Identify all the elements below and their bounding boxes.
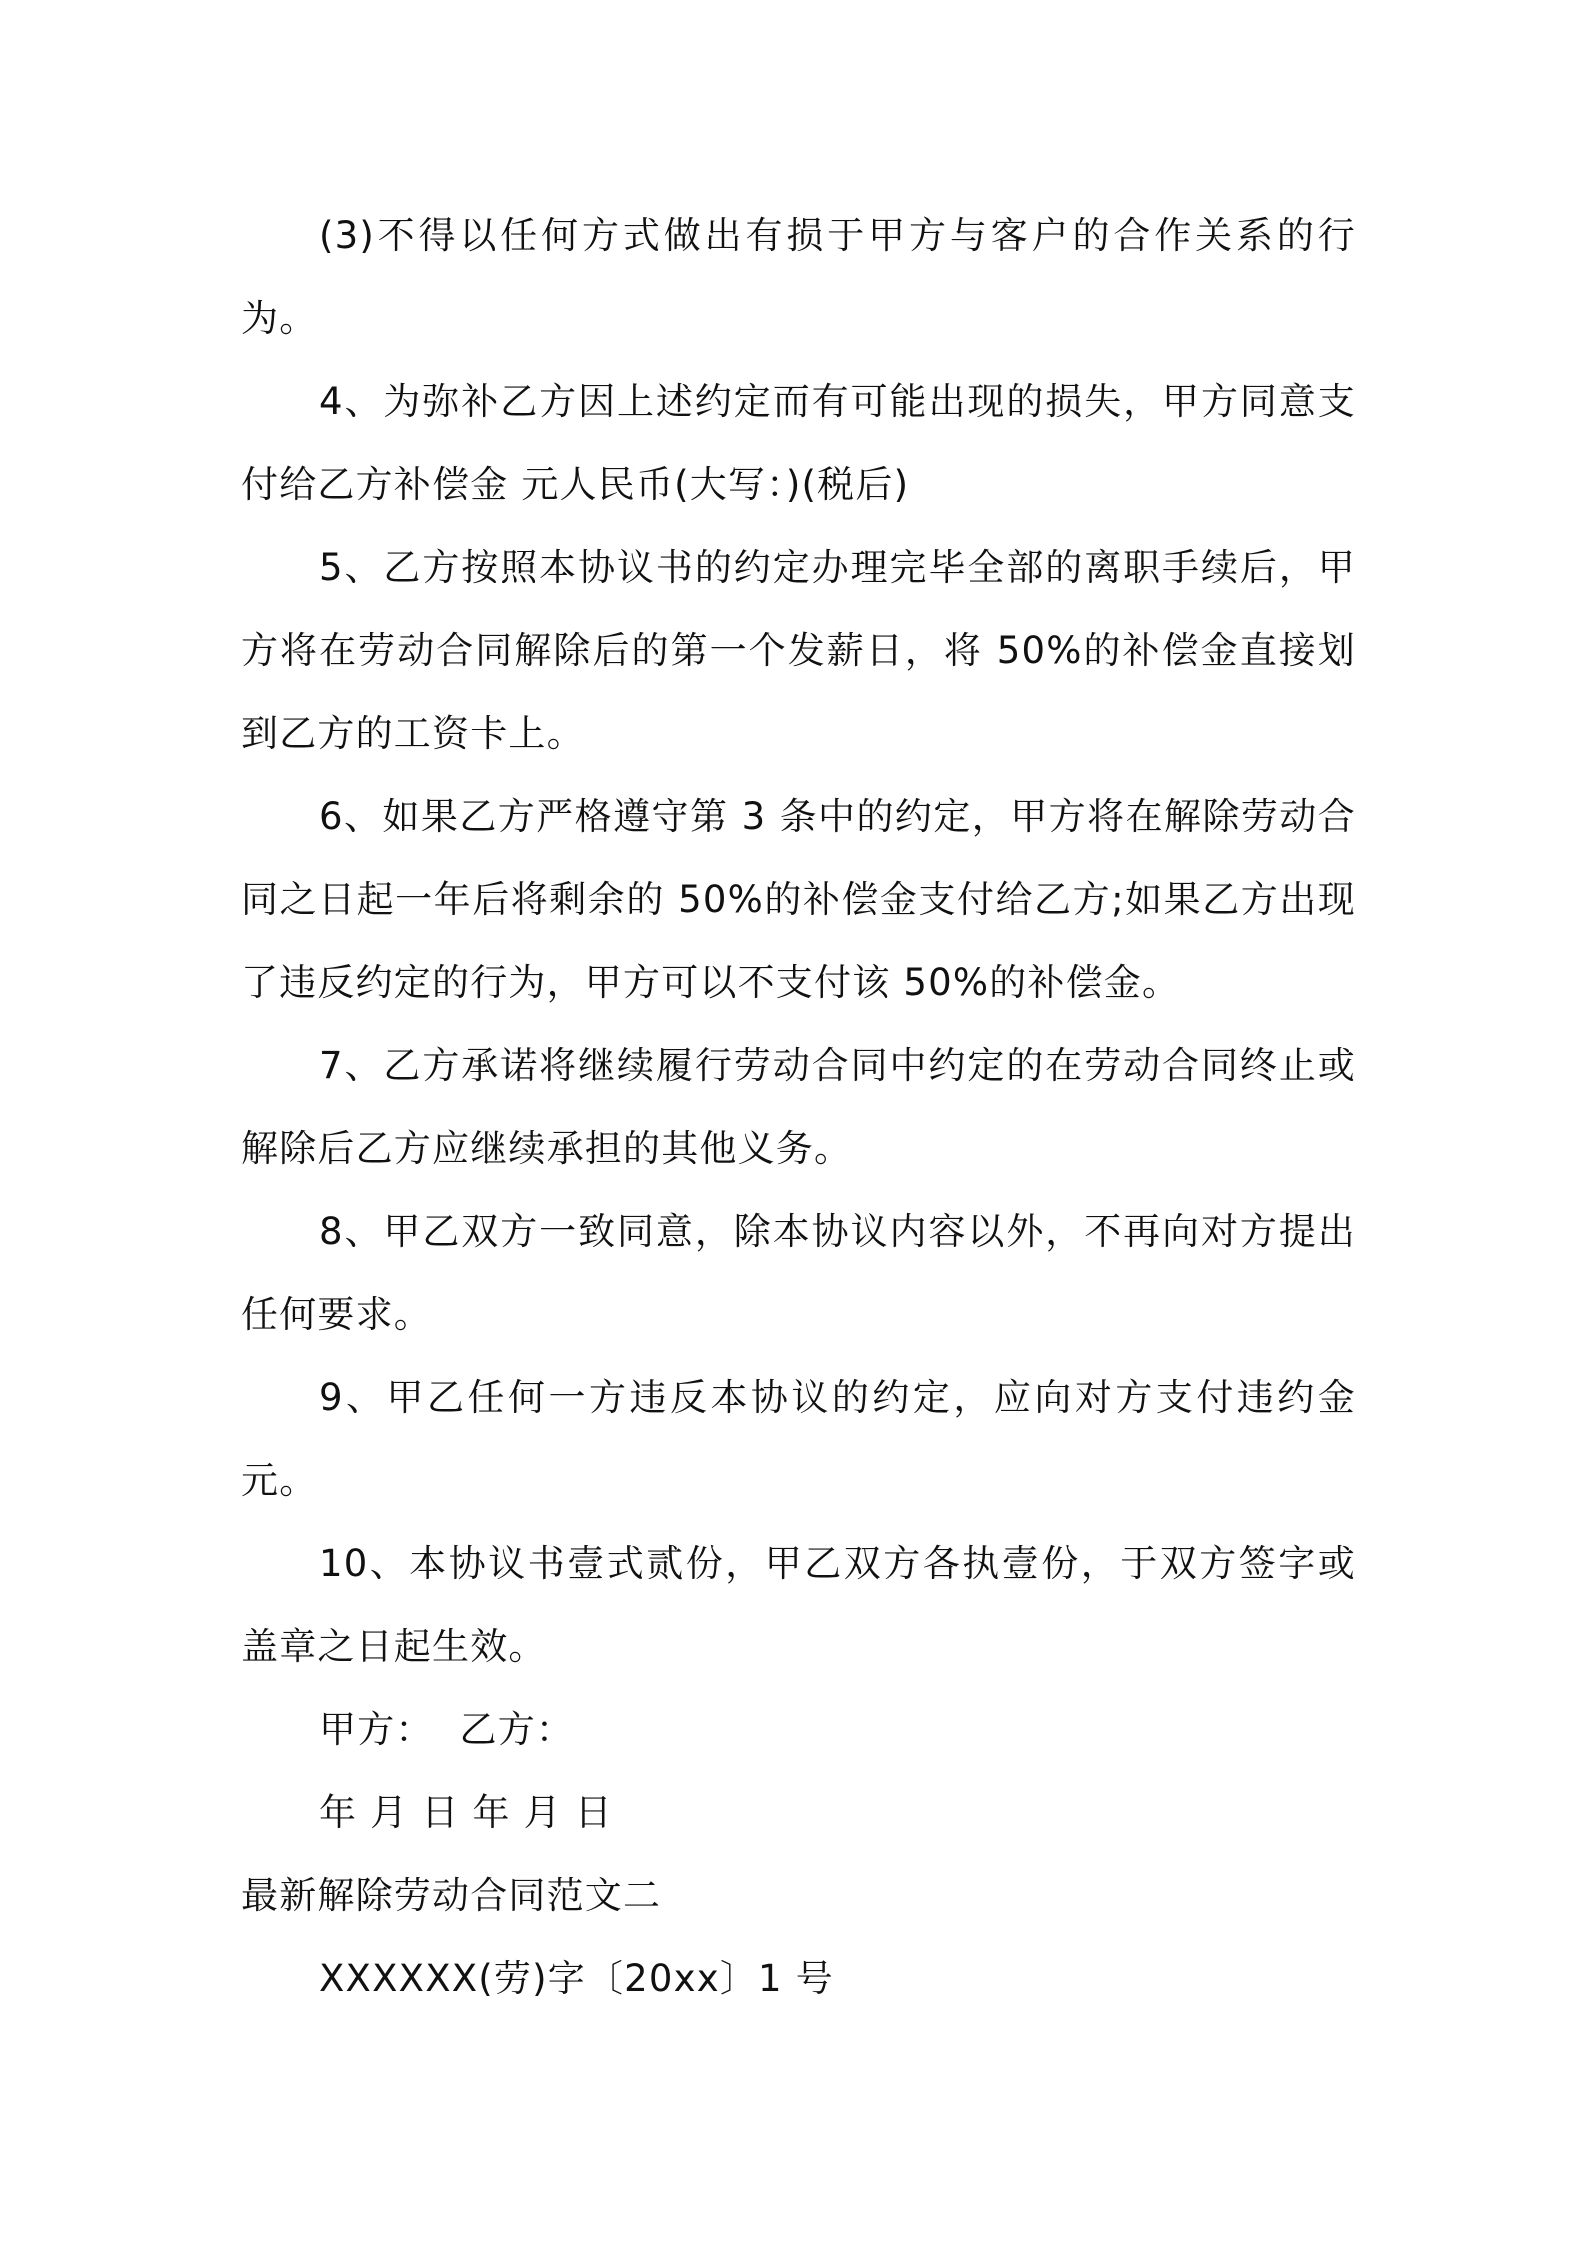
section-title: 最新解除劳动合同范文二 (241, 1874, 662, 1917)
clause-5: 5、乙方按照本协议书的约定办理完毕全部的离职手续后，甲方将在劳动合同解除后的第一个发薪日，将 50%的补偿金直接划到乙方的工资卡上。 (241, 546, 1356, 755)
date-line: 年 月 日 年 月 日 (319, 1791, 614, 1834)
clause-7: 7、乙方承诺将继续履行劳动合同中约定的在劳动合同终止或解除后乙方应继续承担的其他义务。 (241, 1044, 1356, 1170)
clause-3-item-3: (3)不得以任何方式做出有损于甲方与客户的合作关系的行为。 (241, 214, 1356, 340)
document-number: XXXXXX(劳)字〔20xx〕1 号 (319, 1957, 834, 2000)
clause-8: 8、甲乙双方一致同意，除本协议内容以外，不再向对方提出任何要求。 (241, 1210, 1356, 1336)
document-body (241, 194, 1356, 2020)
signature-line: 甲方： 乙方： (319, 1708, 575, 1751)
clause-4: 4、为弥补乙方因上述约定而有可能出现的损失，甲方同意支付给乙方补偿金 元人民币(大写：)(税后) (241, 380, 1356, 506)
clause-9: 9、甲乙任何一方违反本协议的约定，应向对方支付违约金元。 (241, 1376, 1356, 1502)
clause-10: 10、本协议书壹式贰份，甲乙双方各执壹份，于双方签字或盖章之日起生效。 (241, 1542, 1356, 1668)
clause-6: 6、如果乙方严格遵守第 3 条中的约定，甲方将在解除劳动合同之日起一年后将剩余的 50%的补偿金支付给乙方;如果乙方出现了违反约定的行为，甲方可以不支付该 50%的补偿金。 (241, 795, 1356, 1004)
